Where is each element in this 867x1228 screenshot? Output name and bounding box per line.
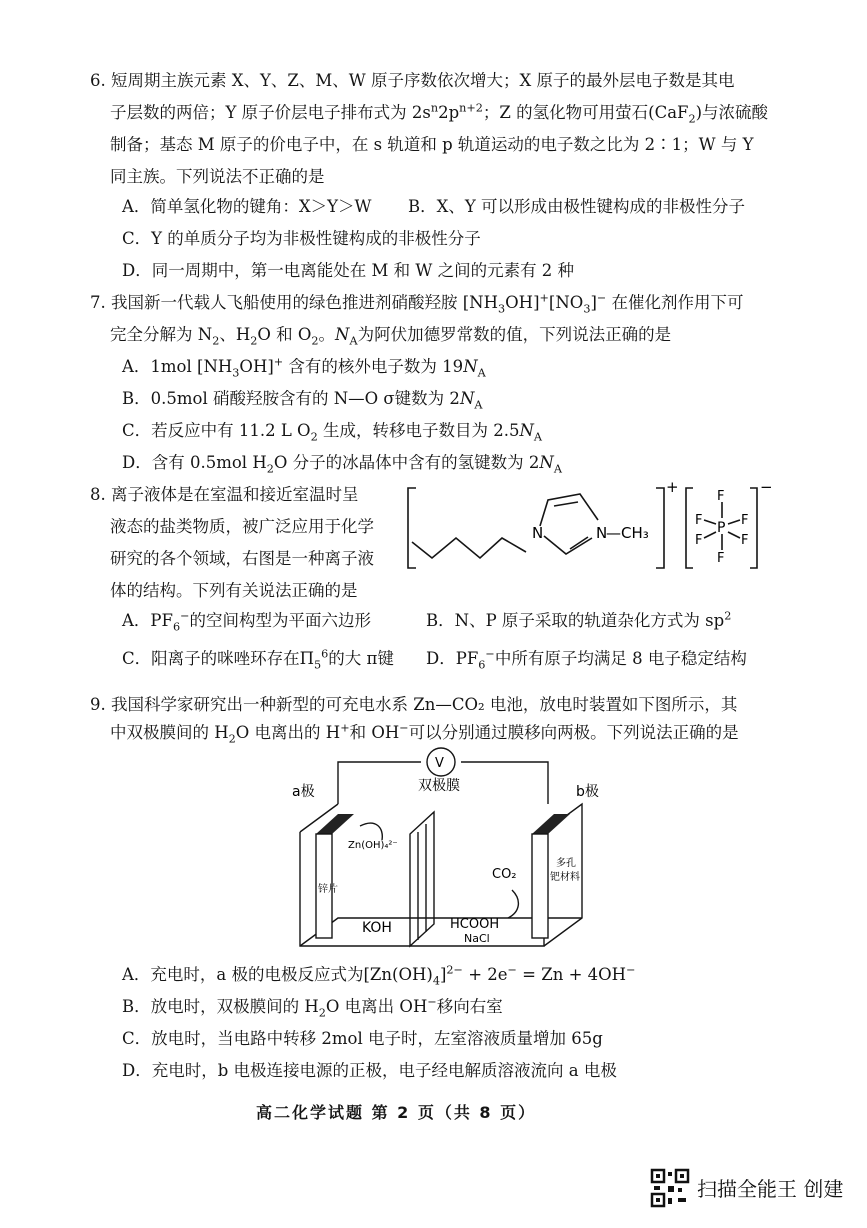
q7-stem-line2: 完全分解为 $N_2$、$H_2O$ 和 $O_2$。$N_A$为阿伏加德罗常数的值，下列说法正确的是 [110,325,672,348]
anion-bracket-right [750,488,757,568]
zinc-label: 锌片 [318,884,338,895]
q6-stem-line3: 制备；基态 M 原子的价电子中，在 s 轨道和 p 轨道运动的电子数之比为 2∶1；W 与 Y [110,135,754,154]
q6-option-b: B．X、Y 可以形成由极性键构成的非极性分子 [408,197,746,216]
atom-n1: N [532,524,544,542]
q7-option-b: B．0.5mol 硝酸羟胺含有的 N—O σ键数为 $2N_A$ [122,389,483,412]
ionic-liquid-structure [398,478,773,576]
arrow-co2-to-hcooh [508,890,518,918]
hcooh-label: HCOOH [450,917,500,932]
fluorine-left-top: F [695,513,703,528]
q9-option-d: D．充电时，b 电极连接电源的正极，电子经电解质溶液流向 a 电极 [122,1061,617,1080]
q9-option-b: B．放电时，双极膜间的 $H_2O$ 电离出 OH−移向右室 [122,995,503,1020]
porous-label: 多孔 [556,858,576,869]
q6-stem-line2: 子层数的两倍；Y 原子价层电子排布式为 $2s^n2p^{n+2}$；Z 的氢化物可用萤石(CaF$_2$)与浓硫酸 [110,101,769,126]
q6-option-a: A．简单氢化物的键角：X＞Y＞W [122,197,372,216]
q7-stem-line1: 7. 我国新一代载人飞船使用的绿色推进剂硝酸羟胺 $[NH_3OH]^+[NO_3]^-$ 在催化剂作用下可 [90,291,744,316]
palladium-plate [532,834,548,938]
butyl-chain [412,538,526,558]
q6-option-d: D．同一周期中，第一电离能处在 M 和 W 之间的元素有 2 种 [122,261,575,280]
q7-option-a: A．1mol $[NH_3OH]^+$ 含有的核外电子数为 $19N_A$ [122,355,486,380]
q8-option-b: B．N、P 原子采取的轨道杂化方式为 $sp^2$ [426,609,732,630]
koh-label: KOH [362,920,392,936]
q8-option-c: C．阳离子的咪唑环存在$\Pi_5^6$的大 π键 [122,647,394,672]
cation-bracket-left [408,488,416,568]
q8-stem-line2: 液态的盐类物质，被广泛应用于化学 [110,517,374,536]
pd-material-label: 钯材料 [550,872,580,883]
q6-option-c: C．Y 的单质分子均为非极性键构成的非极性分子 [122,229,481,248]
q8-stem-line1: 8. 离子液体是在室温和接近室温时呈 [90,485,359,504]
atom-n2: N [596,524,608,542]
co2-label: CO₂ [492,867,517,882]
q6-stem-line1: 6. 短周期主族元素 X、Y、Z、M、W 原子序数依次增大；X 原子的最外层电子数是其电 [90,71,735,90]
cation-charge: + [666,478,679,496]
q9-stem-line1: 9. 我国科学家研究出一种新型的可充电水系 Zn—CO₂ 电池，放电时装置如下图所示，其 [90,695,738,714]
zn-co2-battery-diagram [286,742,616,960]
arrow-zn-oh4 [360,823,382,840]
q9-option-a: A．充电时，a 极的电极反应式为$[Zn(OH)_4]^{2-} + 2e^- = Zn + 4OH^-$ [122,963,636,988]
cation-bracket-right [656,488,664,568]
zn-oh4-label: Zn(OH)₄²⁻ [348,840,398,851]
fluorine-right-bottom: F [741,533,749,548]
scanner-brand: 扫描全能王 创建 [697,1177,844,1201]
page-footer: 高二化学试题 第 2 页（共 8 页） [256,1103,537,1122]
nacl-label: NaCl [464,932,490,945]
electrode-b-label: b极 [576,784,599,800]
q8-option-d: D．$PF_6^-$中所有原子均满足 8 电子稳定结构 [426,647,747,672]
fluorine-right-top: F [741,513,749,528]
q8-stem-line4: 体的结构。下列有关说法正确的是 [110,581,358,600]
voltmeter-label: V [435,756,444,771]
palladium-plate-top [532,814,570,834]
anion-charge: − [760,478,773,496]
q7-option-d: D．含有 0.5mol $H_2O$ 分子的冰晶体中含有的氢键数为 $2N_A$ [122,453,562,476]
anion-bracket-left [686,488,693,568]
fluorine-top: F [717,489,725,504]
q8-option-a: A．$PF_6^-$的空间构型为平面六边形 [122,609,372,634]
ring-double-bond [554,502,578,506]
q9-option-c: C．放电时，当电路中转移 2mol 电子时，左室溶液质量增加 65g [122,1029,603,1048]
membrane-label: 双极膜 [418,778,460,794]
zinc-plate-top [316,814,354,834]
methyl-group: —CH₃ [606,524,649,542]
q9-stem-line2: 中双极膜间的 $H_2O$ 电离出的 H+和 OH−可以分别通过膜移向两极。下列说法正确的是 [110,721,739,746]
fluorine-bottom: F [717,551,725,566]
qr-code-icon [650,1168,690,1208]
q8-stem-line3: 研究的各个领域，右图是一种离子液 [110,549,374,568]
bipolar-membrane [410,812,434,946]
phosphorus: P [717,520,726,536]
electrode-a-label: a极 [292,784,315,800]
fluorine-left-bottom: F [695,533,703,548]
q6-stem-line4: 同主族。下列说法不正确的是 [110,167,325,186]
q7-option-c: C．若反应中有 11.2 L $O_2$ 生成，转移电子数目为 $2.5N_A$ [122,421,543,444]
